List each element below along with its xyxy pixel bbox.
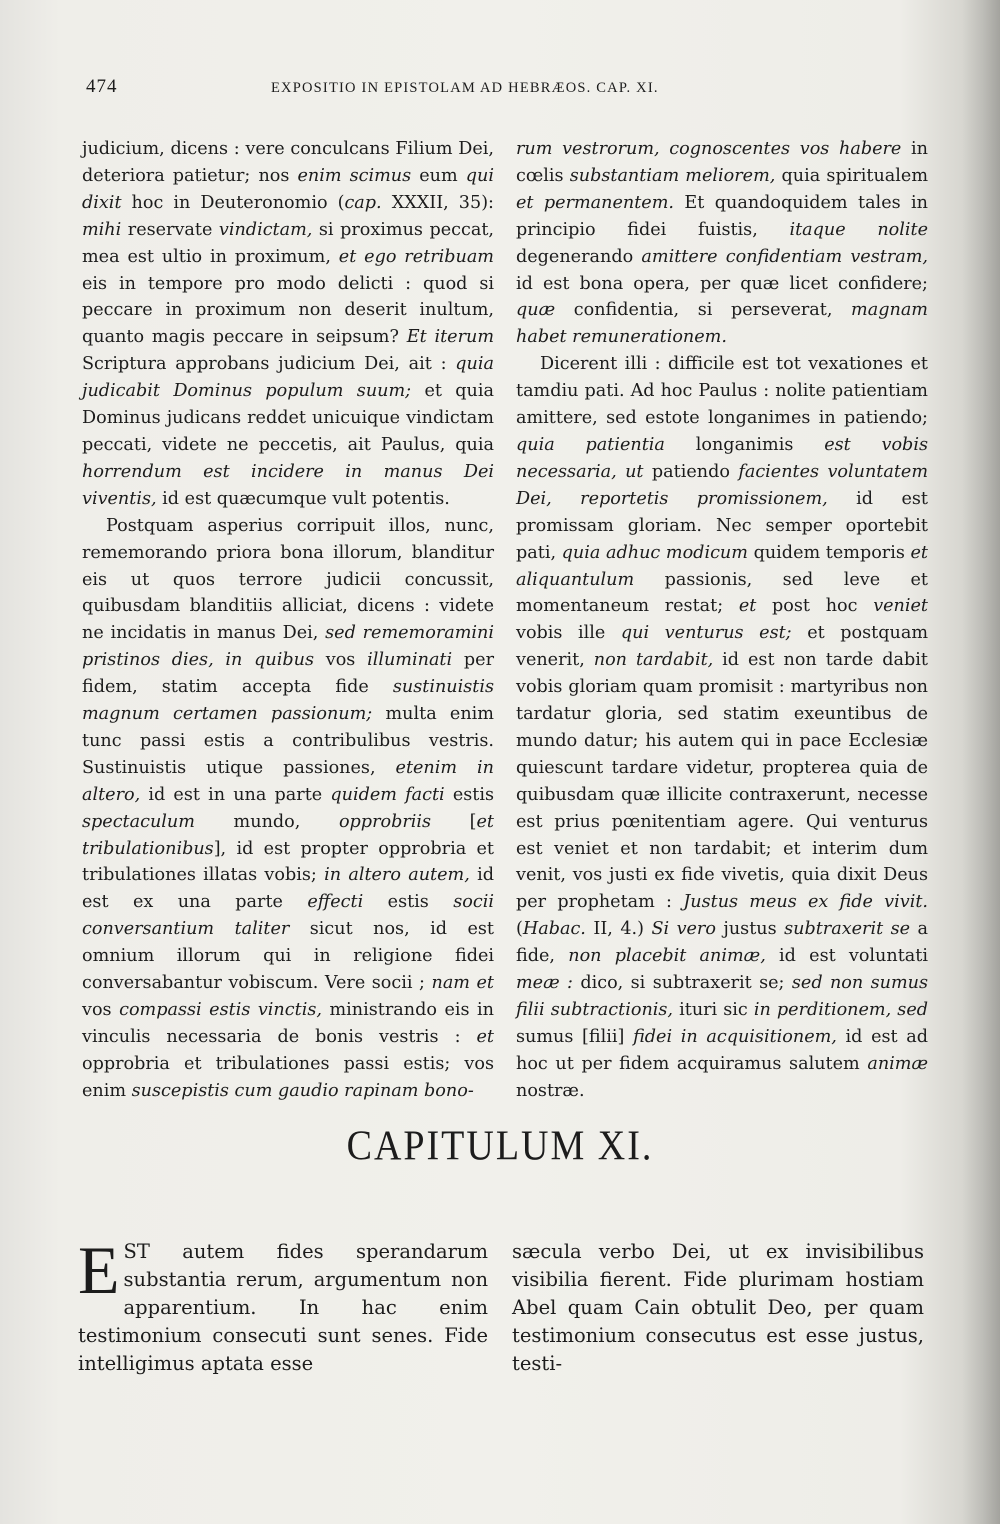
italic-text-run: quidem facti — [330, 784, 445, 805]
text-run: ituri sic — [673, 1000, 754, 1020]
text-run: confidentia, si perseverat, — [555, 300, 852, 321]
running-title: EXPOSITIO IN EPISTOLAM AD HEBRÆOS. CAP. XI. — [271, 80, 659, 96]
italic-text-run: amittere confidentiam vestram, — [641, 246, 928, 267]
drop-cap-letter: E — [78, 1232, 120, 1308]
text-run: sicut nos, id est omnium illorum qui in religione fidei conversabantur vobiscum. Vere socii ; — [82, 919, 494, 994]
text-run: id est bona opera, per quæ licet confidere; — [516, 273, 928, 294]
italic-text-run: non placebit animæ, — [568, 946, 766, 967]
italic-text-run: mihi — [82, 219, 122, 240]
text-run: ], id est propter opprobria et tribulationes illatas vobis; — [82, 838, 494, 886]
text-run: et quia Dominus judicans reddet unicuique vindictam peccati, videte ne peccetis, ait Paulus, quia — [82, 381, 494, 455]
text-run: a fide, — [516, 919, 928, 967]
left-paragraph-2 — [82, 513, 494, 1105]
text-run: id est voluntati — [765, 946, 928, 967]
italic-text-run: non tardabit, — [593, 650, 714, 671]
commentary-right-column — [516, 136, 928, 1105]
text-run: vos — [82, 1000, 120, 1020]
italic-text-run: socii conversantium taliter — [82, 892, 495, 940]
text-run: mundo, — [194, 811, 339, 832]
page-edge-shadow — [962, 0, 1000, 1524]
italic-text-run: facientes voluntatem Dei, reportetis promissionem, — [516, 461, 929, 509]
text-run: Scriptura approbans judicium Dei, ait : — [82, 354, 456, 375]
italic-text-run: quæ — [516, 300, 556, 321]
scripture-left-text: ST autem fides sperandarum substantia rerum, argumentum non apparentium. In hac enim testimonium consecuti sunt senes. Fide intelligimus aptata esse — [78, 1240, 488, 1375]
italic-text-run: Si vero — [651, 919, 716, 940]
scripture-right-text: sæcula verbo Dei, ut ex invisibilibus visibilia fierent. Fide plurimam hostiam Abel quam Cain obtulit Deo, per quam testimonium consecutus est esse justus, testi- — [512, 1240, 924, 1375]
text-run: Et quandoquidem tales in principio fidei fuistis, — [516, 192, 929, 240]
text-run: post hoc — [756, 596, 874, 617]
text-run: id est promissam gloriam. Nec semper oportebit pati, — [516, 488, 928, 563]
text-run: quia spiritualem — [775, 165, 929, 186]
text-run: id est in una parte — [140, 784, 331, 805]
italic-text-run: spectaculum — [82, 811, 195, 832]
italic-text-run: et permanentem. — [516, 192, 674, 213]
right-paragraph-2 — [516, 351, 928, 1104]
italic-text-run: vindictam, — [218, 219, 313, 240]
text-run: id est non tarde dabit vobis gloriam quam promisit : martyribus non tardatur gloria, sed statim exeuntibus de mundo datur; his autem qui in pace Ecclesiæ quiescunt tardare videtur, propterea quia de quibusdam quæ illicite contraxerunt, necesse est prius pœnitentiam agere. Qui venturus est veniet et non tardabit; et interim dum venit, vos justi ex fide vivetis, quia dixit Deus per prophetam : — [516, 650, 928, 913]
left-paragraph-1 — [82, 136, 494, 513]
italic-text-run: sustinuistis magnum certamen passionum; — [82, 677, 494, 725]
text-run: nostræ. — [516, 1080, 585, 1101]
italic-text-run: Justus meus ex fide vivit. — [683, 892, 928, 913]
italic-text-run: Et iterum — [406, 327, 495, 348]
italic-text-run: cap. — [344, 192, 382, 213]
text-run: et postquam venerit, — [516, 623, 929, 671]
text-run: vos — [314, 650, 368, 671]
italic-text-run: sed non sumus filii subtractionis, — [516, 973, 929, 1020]
right-paragraph-1 — [516, 136, 928, 351]
italic-text-run: qui venturus est; — [620, 623, 792, 644]
text-run: XXXII, 35): — [381, 192, 494, 213]
text-run: degenerando — [516, 246, 642, 267]
italic-text-run: et tribulationibus — [82, 811, 494, 859]
text-run: in cœlis — [516, 139, 928, 186]
italic-text-run: et — [738, 596, 757, 617]
italic-text-run: subtraxerit se — [784, 919, 911, 940]
italic-text-run: animæ — [867, 1053, 928, 1074]
text-run: II, 4.) — [585, 919, 652, 940]
text-run: patiendo — [643, 461, 739, 482]
italic-text-run: nam et — [431, 973, 494, 994]
italic-text-run: itaque nolite — [789, 219, 928, 240]
text-run: quidem temporis — [747, 542, 911, 563]
text-run: opprobria et tribulationes passi estis; vos enim — [82, 1053, 494, 1101]
italic-text-run: qui dixit — [82, 165, 494, 213]
italic-text-run: meæ : — [516, 973, 573, 994]
text-run: estis — [363, 892, 454, 913]
text-run: justus — [715, 919, 785, 940]
italic-text-run: in altero autem, — [324, 865, 470, 886]
text-run: si proximus peccat, mea est ultio in proximum, — [82, 219, 494, 267]
text-run: vobis ille — [516, 623, 621, 644]
text-run: ( — [516, 919, 523, 940]
italic-text-run: et aliquantulum — [516, 542, 928, 590]
text-run: id est quæcumque vult potentis. — [156, 488, 450, 509]
italic-text-run: et — [476, 1026, 494, 1047]
text-run: Postquam asperius corripuit illos, nunc, rememorando priora bona illorum, blanditur eis ut quos terrore judicii concussit, quibusdam blanditiis alliciat, dicens : videte ne incidatis in manus Dei, — [82, 515, 494, 644]
italic-text-run: sed rememoramini pristinos dies, in quibus — [82, 623, 495, 671]
text-run: eis in tempore pro modo delicti : quod si peccare in proximum non deserit inultum, quanto magis peccare in seipsum? — [82, 273, 494, 348]
commentary-left-column — [82, 136, 494, 1105]
text-run: id est ad hoc ut per fidem acquiramus salutem — [516, 1026, 928, 1074]
text-run: hoc in Deuteronomio ( — [121, 192, 345, 213]
italic-text-run: opprobriis — [338, 811, 432, 832]
italic-text-run: quia adhuc modicum — [561, 542, 748, 563]
text-run: id est ex una parte — [82, 865, 494, 913]
text-run: dico, si subtraxerit se; — [572, 973, 792, 994]
italic-text-run: horrendum est incidere in manus Dei viventis, — [82, 461, 494, 509]
text-run: [ — [431, 811, 477, 832]
scripture-left-column — [78, 1232, 488, 1378]
page-number: 474 — [86, 76, 118, 97]
italic-text-run: etenim in altero, — [82, 757, 495, 805]
italic-text-run: et ego retribuam — [338, 246, 494, 267]
italic-text-run: illuminati — [367, 650, 453, 671]
italic-text-run: effecti — [307, 892, 364, 913]
italic-text-run: fidei in acquisitionem, — [633, 1026, 837, 1047]
italic-text-run: Habac. — [522, 919, 586, 940]
italic-text-run: compassi estis vinctis, — [119, 1000, 322, 1020]
text-run: sumus [filii] — [516, 1026, 634, 1047]
text-run: eum — [411, 165, 466, 186]
italic-text-run: suscepistis cum gaudio rapinam bono- — [131, 1080, 474, 1101]
italic-text-run: veniet — [873, 596, 928, 617]
text-run: longanimis — [664, 434, 825, 455]
text-run: Dicerent illi : difficile est tot vexationes et tamdiu pati. Ad hoc Paulus : nolite patientiam amittere, sed estote longanimes in patiendo; — [516, 354, 928, 429]
text-run: multa enim tunc passi estis a contribulibus vestris. Sustinuistis utique passiones, — [82, 704, 494, 778]
chapter-heading: CAPITULUM XI. — [346, 1122, 654, 1170]
text-run: reservate — [121, 219, 219, 240]
text-run: per fidem, statim accepta fide — [82, 650, 494, 698]
italic-text-run: quia judicabit Dominus populum suum; — [82, 354, 494, 402]
text-run: passionis, sed leve et momentaneum restat; — [516, 569, 928, 617]
italic-text-run: substantiam meliorem, — [569, 165, 776, 186]
italic-text-run: rum vestrorum, cognoscentes vos habere — [516, 139, 902, 159]
running-head — [86, 76, 786, 104]
italic-text-run: enim scimus — [297, 165, 412, 186]
italic-text-run: in perditionem, sed — [753, 1000, 928, 1020]
text-run: ministrando eis in vinculis necessaria de bonis vestris : — [82, 1000, 494, 1047]
italic-text-run: quia patientia — [516, 434, 665, 455]
italic-text-run: est vobis necessaria, ut — [516, 434, 928, 482]
text-run: estis — [444, 784, 494, 805]
italic-text-run: magnam habet remunerationem. — [516, 300, 928, 348]
text-run: judicium, dicens : vere conculcans Filium Dei, deteriora patietur; nos — [82, 139, 494, 186]
scripture-right-column — [512, 1238, 924, 1378]
